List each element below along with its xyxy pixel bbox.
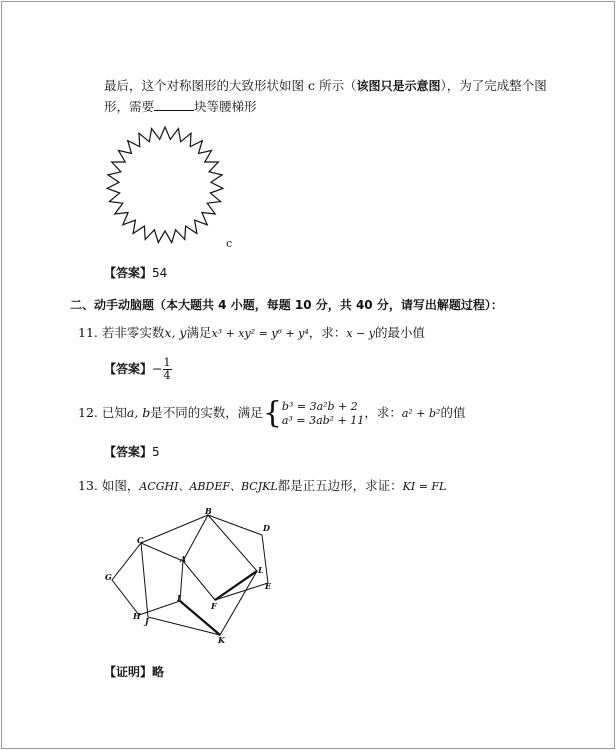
page-border <box>1 1 615 749</box>
section-heading: 二、动手动脑题（本大题共 4 小题，每题 10 分，共 40 分，请写出解题过程）： <box>70 298 503 312</box>
math-expression: a² + b² <box>401 407 441 420</box>
proof-line <box>104 664 164 680</box>
label-b: B <box>205 506 212 516</box>
pentagon-abdef <box>183 515 268 600</box>
text-segment: 满足 <box>186 325 212 340</box>
math-vars: x, y <box>164 325 187 340</box>
text-segment: 已知 <box>101 405 127 420</box>
math-equation: x³ + xy² = y⁶ + y⁴ <box>211 327 309 340</box>
text-segment: ），为了完成整个图 <box>440 78 547 93</box>
label-g: G <box>105 572 112 582</box>
zigzag-ring-figure <box>100 120 233 250</box>
paragraph-line-1 <box>104 78 547 94</box>
text-segment: 的值 <box>440 405 466 420</box>
proof-label: 【证明】 <box>104 665 153 679</box>
answer-line-10 <box>104 265 167 281</box>
answer-sign: − <box>152 361 163 376</box>
figure-c-label: c <box>226 237 233 250</box>
answer-label: 【答案】 <box>104 266 153 280</box>
fraction-numerator: 1 <box>163 356 171 369</box>
equation-1: b³ = 3a²b + 2 <box>281 399 358 413</box>
equation-2: a³ = 3ab² + 11 <box>281 413 365 427</box>
paragraph-line-2 <box>104 99 257 115</box>
answer-line-11 <box>104 356 172 382</box>
answer-label: 【答案】 <box>104 445 153 459</box>
proof-text: 略 <box>152 665 165 679</box>
question-number: 13. <box>78 478 98 493</box>
math-expression: KI = FL <box>402 480 447 493</box>
pentagons-figure <box>100 505 290 645</box>
answer-value: 5 <box>152 445 160 459</box>
zigzag-ring-outline <box>107 127 223 243</box>
label-f: F <box>211 601 217 611</box>
label-i: I <box>177 593 181 603</box>
system-brace: { <box>262 395 282 431</box>
label-d: D <box>263 523 270 533</box>
text-segment: 若非零实数 <box>101 325 165 340</box>
text-segment: 都是正五边形，求证： <box>277 478 403 493</box>
answer-label: 【答案】 <box>104 362 153 376</box>
fraction-denominator: 4 <box>163 369 171 382</box>
label-h: H <box>133 611 141 621</box>
label-k: K <box>218 635 225 645</box>
text-segment: 如图， <box>101 478 140 493</box>
label-e: E <box>265 581 272 591</box>
label-j: J <box>145 616 149 626</box>
question-11 <box>78 325 425 342</box>
question-12 <box>78 397 465 430</box>
label-l: L <box>258 565 264 575</box>
answer-line-12 <box>104 444 160 460</box>
equation-system <box>282 400 364 428</box>
answer-blank <box>154 99 194 111</box>
text-segment: 形，需要 <box>104 99 155 114</box>
math-vars: a, b <box>126 405 151 420</box>
answer-fraction <box>163 357 172 382</box>
question-number: 12. <box>78 405 98 420</box>
pentagon-acghi <box>112 543 183 615</box>
text-segment: 是不同的实数，满足 <box>150 405 263 420</box>
text-segment: 的最小值 <box>374 325 425 340</box>
text-segment: 块等腰梯形 <box>194 99 257 114</box>
answer-value: 54 <box>152 266 168 280</box>
label-c: C <box>137 535 144 545</box>
question-number: 11. <box>78 325 98 340</box>
text-segment: ，求： <box>308 325 347 340</box>
text-segment: ，求： <box>364 405 402 420</box>
label-a: A <box>180 554 187 564</box>
math-expression: x − y <box>346 327 375 340</box>
segment-fl-bold <box>215 571 257 600</box>
pentagon-names: ACGHI、ABDEF、BCJKL <box>139 480 278 493</box>
question-13 <box>78 478 446 495</box>
bold-note: 该图只是示意图 <box>356 79 441 93</box>
text-segment: 最后，这个对称图形的大致形状如图 c 所示（ <box>104 78 357 93</box>
